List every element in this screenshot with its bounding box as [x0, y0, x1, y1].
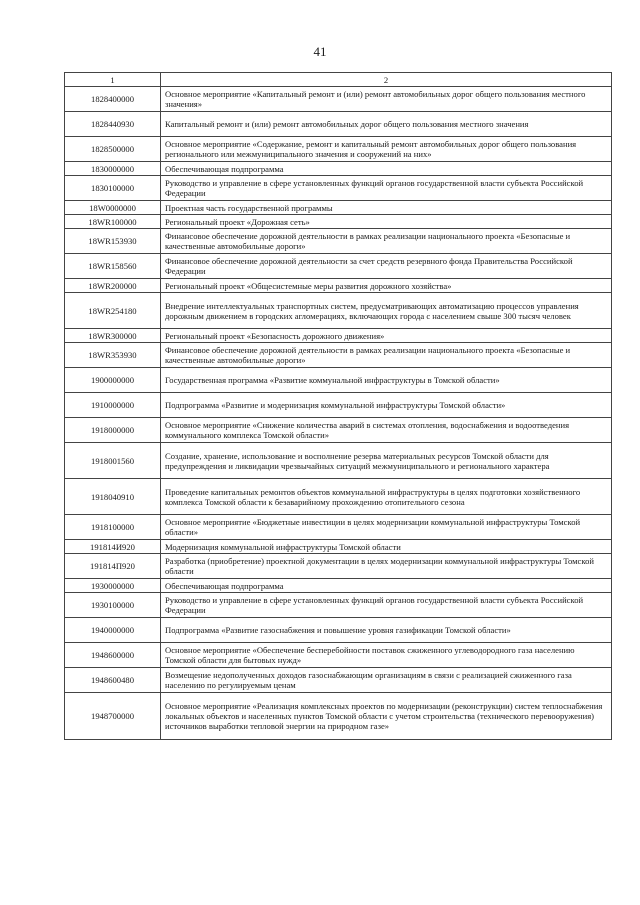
table-row [65, 618, 612, 643]
table-row [65, 137, 612, 162]
table-row [65, 293, 612, 329]
row-code: 18WR353930 [65, 343, 161, 368]
row-code: 18WR200000 [65, 279, 161, 293]
row-code: 1830000000 [65, 162, 161, 176]
table-row [65, 479, 612, 515]
row-name: Финансовое обеспечение дорожной деятельности за счет средств резервного фонда Правительства Российской Федерации [161, 254, 612, 279]
row-code: 1918040910 [65, 479, 161, 515]
row-name: Обеспечивающая подпрограмма [161, 579, 612, 593]
row-name: Основное мероприятие «Капитальный ремонт и (или) ремонт автомобильных дорог общего пользования местного значения» [161, 87, 612, 112]
table-row [65, 215, 612, 229]
table-row [65, 176, 612, 201]
row-name: Государственная программа «Развитие коммунальной инфраструктуры в Томской области» [161, 368, 612, 393]
row-code: 1828440930 [65, 112, 161, 137]
row-name: Внедрение интеллектуальных транспортных систем, предусматривающих автоматизацию процессов управления дорожным движением в городских агломерациях, включающих города с населением свыше 300 тысяч человек [161, 293, 612, 329]
table-row [65, 368, 612, 393]
row-code: 18WR153930 [65, 229, 161, 254]
table-body [65, 87, 612, 740]
row-name: Капитальный ремонт и (или) ремонт автомобильных дорог общего пользования местного значения [161, 112, 612, 137]
table-row [65, 343, 612, 368]
row-code: 1900000000 [65, 368, 161, 393]
table-row [65, 540, 612, 554]
row-name: Модернизация коммунальной инфраструктуры Томской области [161, 540, 612, 554]
row-code: 1918000000 [65, 418, 161, 443]
row-name: Региональный проект «Общесистемные меры развития дорожного хозяйства» [161, 279, 612, 293]
row-name: Финансовое обеспечение дорожной деятельности в рамках реализации национального проекта «Безопасные и качественные автомобильные дороги» [161, 229, 612, 254]
row-name: Руководство и управление в сфере установленных функций органов государственной власти субъекта Российской Федерации [161, 593, 612, 618]
row-name: Руководство и управление в сфере установленных функций органов государственной власти субъекта Российской Федерации [161, 176, 612, 201]
row-code: 191814И920 [65, 540, 161, 554]
table-row [65, 201, 612, 215]
row-name: Обеспечивающая подпрограмма [161, 162, 612, 176]
budget-classification-table [64, 72, 612, 740]
table-row [65, 162, 612, 176]
table-row [65, 443, 612, 479]
column-header-name: 2 [161, 73, 612, 87]
row-code: 1918100000 [65, 515, 161, 540]
table-row [65, 393, 612, 418]
row-code: 191814П920 [65, 554, 161, 579]
table-row [65, 87, 612, 112]
row-code: 1930000000 [65, 579, 161, 593]
table-header-row [65, 73, 612, 87]
row-name: Основное мероприятие «Содержание, ремонт и капитальный ремонт автомобильных дорог общего пользования регионального или межмуниципального значения и сооружений на них» [161, 137, 612, 162]
row-name: Возмещение недополученных доходов газоснабжающим организациям в связи с реализацией сжиженного газа населению по регулируемым ценам [161, 668, 612, 693]
row-name: Финансовое обеспечение дорожной деятельности в рамках реализации национального проекта «Безопасные и качественные автомобильные дороги» [161, 343, 612, 368]
row-code: 1948600000 [65, 643, 161, 668]
row-name: Проведение капитальных ремонтов объектов коммунальной инфраструктуры в целях подготовки хозяйственного комплекса Томской области к безаварийному прохождению отопительного сезона [161, 479, 612, 515]
row-name: Основное мероприятие «Снижение количества аварий в системах отопления, водоснабжения и водоотведения коммунального комплекса Томской области» [161, 418, 612, 443]
row-code: 1918001560 [65, 443, 161, 479]
table-row [65, 112, 612, 137]
table-row [65, 254, 612, 279]
table-row [65, 229, 612, 254]
row-name: Подпрограмма «Развитие и модернизация коммунальной инфраструктуры Томской области» [161, 393, 612, 418]
row-name: Разработка (приобретение) проектной документации в целях модернизации коммунальной инфраструктуры Томской области [161, 554, 612, 579]
row-code: 18WR254180 [65, 293, 161, 329]
table-row [65, 579, 612, 593]
row-name: Региональный проект «Дорожная сеть» [161, 215, 612, 229]
row-code: 18W0000000 [65, 201, 161, 215]
table-row [65, 418, 612, 443]
row-name: Основное мероприятие «Обеспечение бесперебойности поставок сжиженного углеводородного газа населению Томской области для бытовых нужд» [161, 643, 612, 668]
table-row [65, 554, 612, 579]
page-number: 41 [313, 44, 327, 59]
row-name: Подпрограмма «Развитие газоснабжения и повышение уровня газификации Томской области» [161, 618, 612, 643]
row-code: 1948700000 [65, 693, 161, 740]
table-row [65, 279, 612, 293]
row-name: Региональный проект «Безопасность дорожного движения» [161, 329, 612, 343]
row-code: 1930100000 [65, 593, 161, 618]
row-name: Основное мероприятие «Бюджетные инвестиции в целях модернизации коммунальной инфраструктуры Томской области» [161, 515, 612, 540]
column-header-code: 1 [65, 73, 161, 87]
row-code: 18WR158560 [65, 254, 161, 279]
row-code: 1940000000 [65, 618, 161, 643]
row-code: 1828400000 [65, 87, 161, 112]
table-row [65, 329, 612, 343]
row-name: Проектная часть государственной программы [161, 201, 612, 215]
table-row [65, 515, 612, 540]
table-row [65, 668, 612, 693]
row-code: 1828500000 [65, 137, 161, 162]
row-code: 18WR300000 [65, 329, 161, 343]
row-name: Создание, хранение, использование и восполнение резерва материальных ресурсов Томской области для предупреждения и ликвидации чрезвычайных ситуаций межмуниципального и регионального характера [161, 443, 612, 479]
table-row [65, 693, 612, 740]
table-row [65, 593, 612, 618]
table-row [65, 643, 612, 668]
row-code: 18WR100000 [65, 215, 161, 229]
row-code: 1910000000 [65, 393, 161, 418]
row-name: Основное мероприятие «Реализация комплексных проектов по модернизации (реконструкции) систем теплоснабжения локальных объектов и населенных пунктов Томской области с учетом строительства (технического перевооружения) источников выработки тепловой энергии на природном газе» [161, 693, 612, 740]
row-code: 1948600480 [65, 668, 161, 693]
row-code: 1830100000 [65, 176, 161, 201]
